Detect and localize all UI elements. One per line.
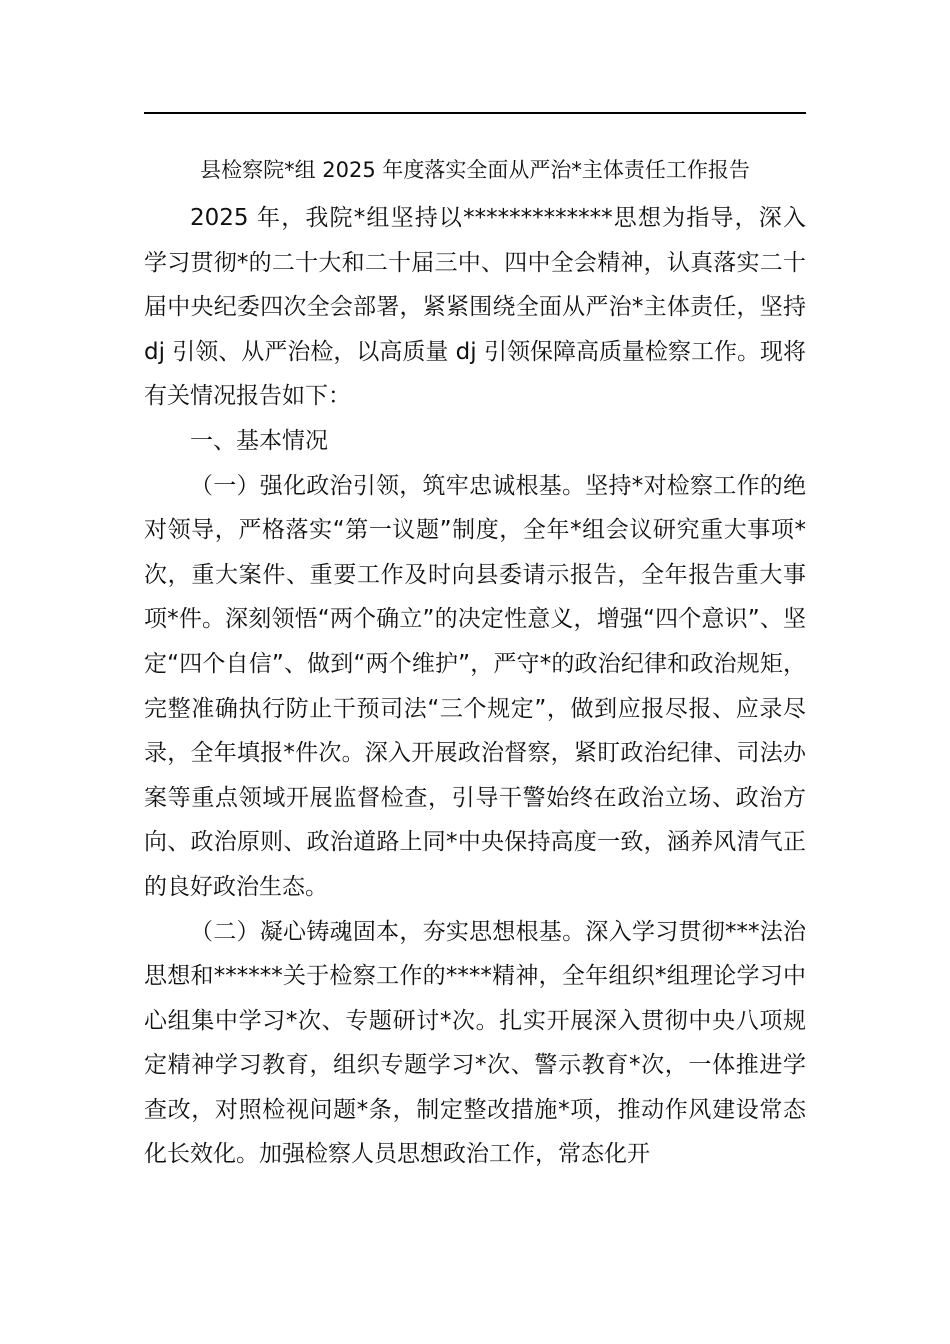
section-heading: 一、基本情况 — [190, 427, 328, 454]
paragraph-political-leadership: （一）强化政治引领，筑牢忠诚根基。坚持*对检察工作的绝对领导，严格落实“第一议题”制度，全年*组会议研究重大事项*次，重大案件、重要工作及时向县委请示报告，全年报告重大事项*件。深刻领悟“两个确立”的决定性意义，增强“四个意识”、坚定“四个自信”、做到“两个维护”，严守*的政治纪律和政治规矩，完整准确执行防止干预司法“三个规定”，做到应报尽报、应录尽录，全年填报*件次。深入开展政治督察，紧盯政治纪律、司法办案等重点领域开展监督检查，引导干警始终在政治立场、政治方向、政治原则、政治道路上同*中央保持高度一致，涵养风清气正的良好政治生态。 — [144, 472, 806, 900]
intro-paragraph: 2025 年，我院*组坚持以*************思想为指导，深入学习贯彻*的二十大和二十届三中、四中全会精神，认真落实二十届中央纪委四次全会部署，紧紧围绕全面从严治*主体责任，坚持 dj 引领、从严治检，以高质量 dj 引领保障高质量检察工作。现将有关情况报告如下： — [144, 205, 806, 410]
header-rule — [144, 112, 806, 114]
paragraph-ideological-foundation: （二）凝心铸魂固本，夯实思想根基。深入学习贯彻***法治思想和******关于检察工作的****精神，全年组织*组理论学习中心组集中学习*次、专题研讨*次。扎实开展深入贯彻中央八项规定精神学习教育，组织专题学习*次、警示教育*次，一体推进学查改，对照检视问题*条，制定整改措施*项，推动作风建设常态化长效化。加强检察人员思想政治工作，常态化开 — [144, 918, 806, 1168]
document-title: 县检察院*组 2025 年度落实全面从严治*主体责任工作报告 — [200, 158, 750, 182]
document-body — [144, 196, 806, 1177]
